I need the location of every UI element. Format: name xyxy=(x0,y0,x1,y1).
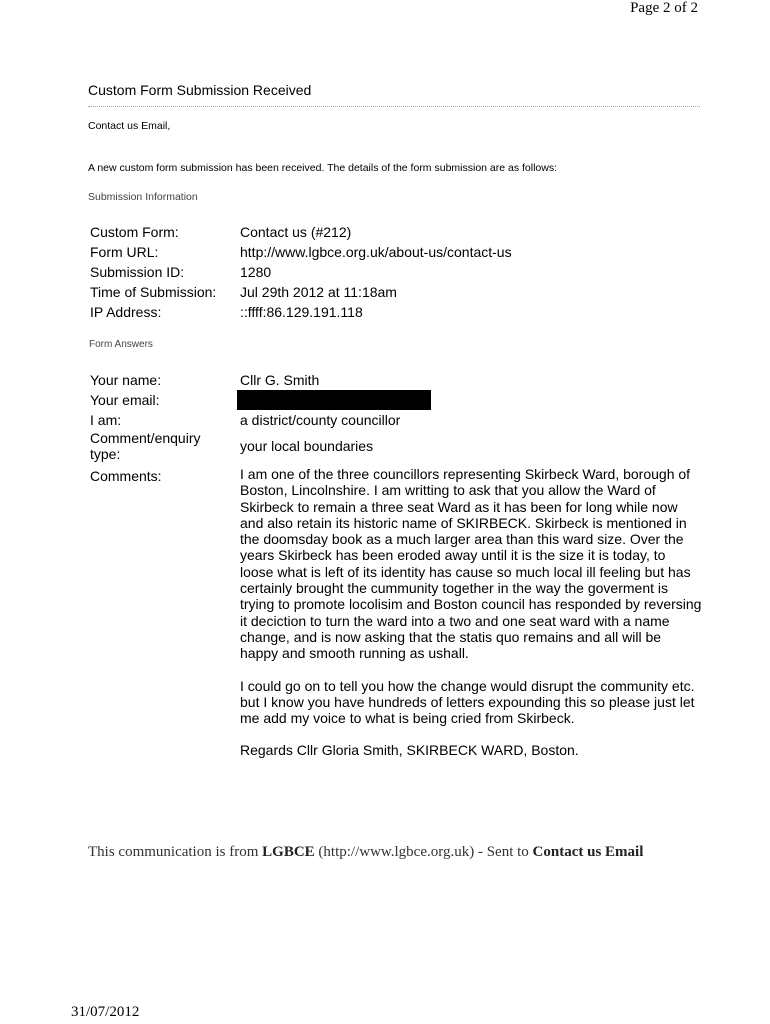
form-url-link[interactable]: http://www.lgbce.org.uk/about-us/contact-us xyxy=(240,244,512,260)
footer-org: LGBCE xyxy=(262,844,315,860)
answer-row xyxy=(90,370,710,390)
field-label: Submission ID: xyxy=(90,264,185,280)
comments-value xyxy=(240,466,702,775)
field-label: Comments: xyxy=(90,468,162,484)
field-label: I am: xyxy=(90,412,122,428)
field-label: Comment/enquiry type: xyxy=(90,430,201,462)
submission-heading: Submission Information xyxy=(88,191,198,203)
field-value: your local boundaries xyxy=(240,438,374,454)
answers-heading: Form Answers xyxy=(89,339,153,350)
footer-url: (http://www.lgbce.org.uk) - Sent to xyxy=(314,844,533,860)
comment-paragraph: I could go on to tell you how the change would disrupt the community etc. but I know you have hundreds of letters expounding this so please just let me add my voice to what is being cried from Skirbeck. xyxy=(240,677,695,727)
submission-row xyxy=(90,302,512,322)
field-label: IP Address: xyxy=(90,304,162,320)
field-value: a district/county councillor xyxy=(240,412,401,428)
field-label: Custom Form: xyxy=(90,224,179,240)
redaction-bar xyxy=(237,390,431,410)
print-date: 31/07/2012 xyxy=(71,1004,140,1020)
field-label: Form URL: xyxy=(90,244,159,260)
field-label: Your name: xyxy=(90,372,162,388)
answer-row xyxy=(90,390,710,410)
submission-row xyxy=(90,222,512,242)
comment-paragraph: Regards Cllr Gloria Smith, SKIRBECK WARD, Boston. xyxy=(240,742,579,759)
field-label: Your email: xyxy=(90,392,160,408)
intro-text: A new custom form submission has been received. The details of the form submission are as follows: xyxy=(88,162,558,174)
submission-row xyxy=(90,262,512,282)
submission-row xyxy=(90,282,512,302)
answer-row xyxy=(90,466,710,775)
field-value: ::ffff:86.129.191.118 xyxy=(240,304,363,320)
field-label: Time of Submission: xyxy=(90,284,217,300)
field-value: 1280 xyxy=(240,264,272,280)
page-title: Custom Form Submission Received xyxy=(88,82,312,98)
footer-target: Contact us Email xyxy=(532,844,644,860)
field-value: Contact us (#212) xyxy=(240,224,352,240)
greeting: Contact us Email, xyxy=(88,120,171,132)
answer-row xyxy=(90,430,710,462)
footer-note xyxy=(88,844,643,861)
field-value: Cllr G. Smith xyxy=(240,372,320,388)
page-number: Page 2 of 2 xyxy=(630,0,698,16)
divider xyxy=(88,106,700,107)
submission-table xyxy=(90,222,512,322)
footer-prefix: This communication is from xyxy=(88,844,263,860)
answers-table xyxy=(90,370,710,775)
answer-row xyxy=(90,410,710,430)
submission-row xyxy=(90,242,512,262)
field-value: Jul 29th 2012 at 11:18am xyxy=(240,284,397,300)
comment-paragraph: I am one of the three councillors representing Skirbeck Ward, borough of Boston, Lincolnshire. I am writting to ask that you allow the Ward of Skirbeck to remain a three seat Ward as it has been for long while now and also retain its historic name of SKIRBECK. Skirbeck is mentioned in the doomsday book as a much larger area than this ward size. Over the years Skirbeck has been eroded away until it is the size it is today, to loose what is left of its identity has cause so much local ill feeling but has certainly brought the cummunity together in the way the goverment is trying to promote locolisim and Boston council has responded by reversing it deciction to turn the ward into a two and one seat ward with a name change, and is now asking that the statis quo remains and all will be happy and smooth running as ushall. xyxy=(240,466,702,662)
